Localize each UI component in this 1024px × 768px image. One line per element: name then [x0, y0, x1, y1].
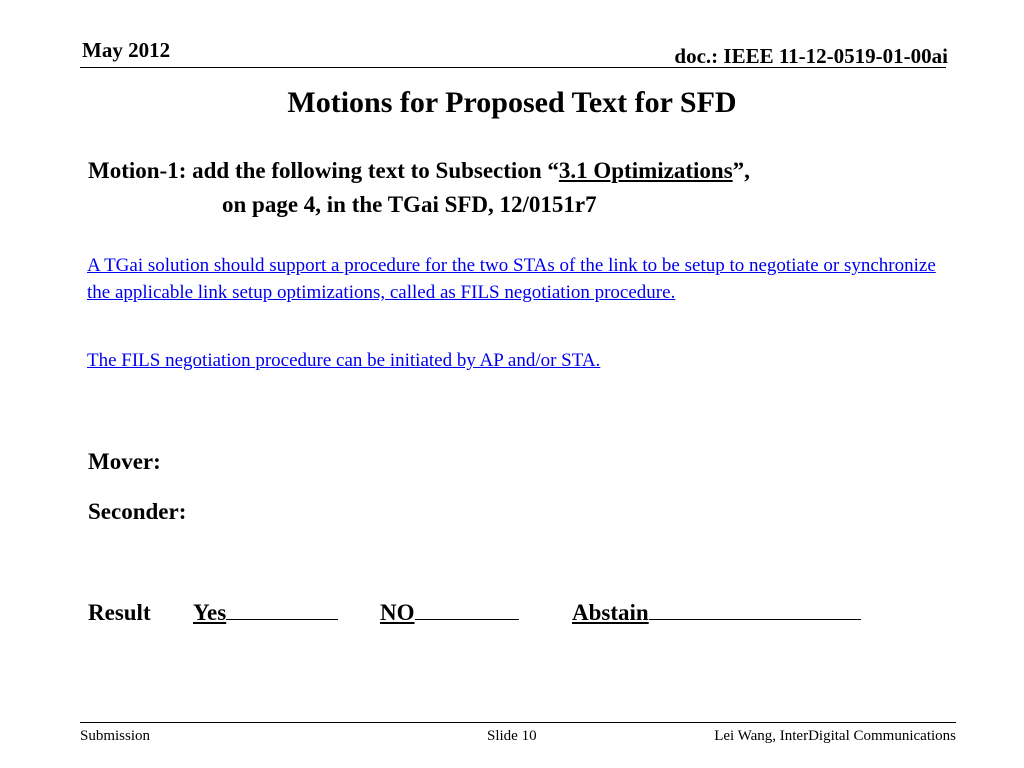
- header-doc-id: doc.: IEEE 11-12-0519-01-00ai: [674, 44, 948, 68]
- result-no-blank: [415, 618, 519, 620]
- proposed-text-link-1[interactable]: A TGai solution should support a procedure for the two STAs of the link to be setup to negotiate or synchronize the applicable link setup optimizations, called as FILS negotiation procedure.: [87, 255, 936, 303]
- result-yes-label: Yes: [193, 600, 227, 625]
- result-abstain-label: Abstain: [572, 600, 649, 625]
- proposed-text-link-2[interactable]: The FILS negotiation procedure can be initiated by AP and/or STA.: [87, 350, 601, 371]
- result-yes: [193, 600, 338, 626]
- result-no-label: NO: [380, 600, 415, 625]
- motion-line-1: [88, 158, 750, 184]
- result-yes-blank: [226, 618, 338, 620]
- seconder-label: Seconder:: [88, 499, 187, 524]
- header-date: May 2012: [82, 38, 171, 62]
- motion-subsection: 3.1 Optimizations: [558, 158, 733, 183]
- footer-slide-number: Slide 10: [487, 728, 537, 744]
- motion-line-2: on page 4, in the TGai SFD, 12/0151r7: [222, 192, 597, 217]
- motion-suffix: ”,: [732, 158, 750, 183]
- result-no: [380, 600, 519, 626]
- mover-label: Mover:: [88, 449, 161, 474]
- footer-author: Lei Wang, InterDigital Communications: [714, 728, 956, 744]
- footer-submission: Submission: [80, 728, 151, 744]
- motion-prefix: Motion-1: add the following text to Subsection “: [88, 158, 559, 183]
- result-abstain: [572, 600, 861, 626]
- header-divider: [80, 67, 946, 68]
- slide-title: Motions for Proposed Text for SFD: [287, 86, 737, 119]
- footer-divider: [80, 722, 956, 723]
- result-abstain-blank: [649, 618, 861, 620]
- result-label: Result: [88, 600, 151, 625]
